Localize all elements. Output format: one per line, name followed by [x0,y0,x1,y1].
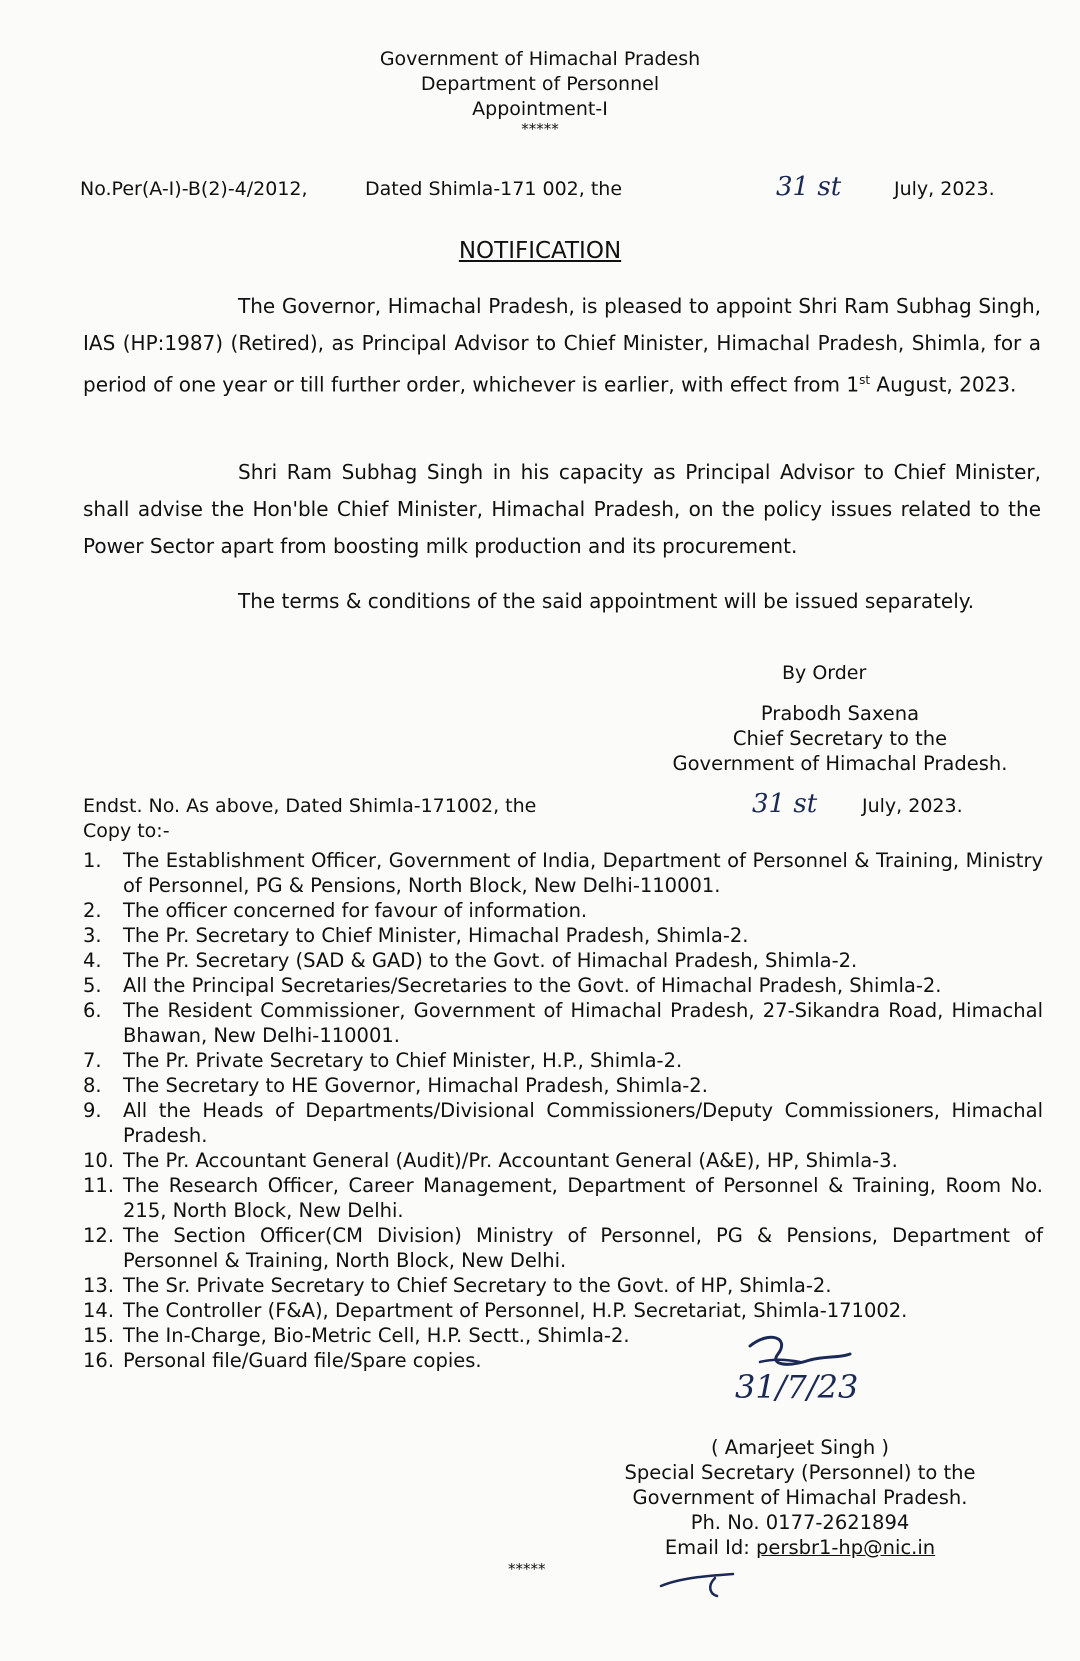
list-item-number: 15. [83,1324,115,1347]
list-item-text: The In-Charge, Bio-Metric Cell, H.P. Sectt., Shimla-2. [123,1324,630,1347]
signatory-email-line [570,1536,1030,1559]
list-item [83,1273,1043,1298]
list-item-text: All the Heads of Departments/Divisional Commissioners/Deputy Commissioners, Himachal Pradesh. [123,1099,1043,1147]
email-label: Email Id: [664,1536,750,1559]
order-signatory-designation2: Government of Himachal Pradesh. [672,752,1008,775]
header-government: Government of Himachal Pradesh [379,48,701,70]
copy-to-label: Copy to:- [83,820,170,842]
signatory-designation1: Special Secretary (Personnel) to the [624,1461,976,1484]
list-item-number: 7. [83,1049,102,1072]
list-item-text: The Section Officer(CM Division) Ministry of Personnel, PG & Pensions, Department of Personnel & Training, North Block, New Delhi. [123,1224,1043,1272]
list-item [83,1098,1043,1148]
signatory-designation2: Government of Himachal Pradesh. [632,1486,968,1509]
email-link[interactable]: persbr1-hp@nic.in [756,1536,936,1559]
list-item-number: 13. [83,1274,115,1297]
list-item-text: The Secretary to HE Governor, Himachal Pradesh, Shimla-2. [123,1074,708,1097]
list-item-number: 11. [83,1174,115,1197]
list-item [83,1048,1043,1073]
list-item-text: The Research Officer, Career Management, Department of Personnel & Training, Room No. 215, North Block, New Delhi. [123,1174,1043,1222]
paragraph-appointment-end: August, 2023. [870,372,1017,397]
list-item-number: 6. [83,999,102,1022]
by-order: By Order [782,662,867,684]
ref-month-year: July, 2023. [894,178,995,200]
paragraph-capacity-text: Shri Ram Subhag Singh in his capacity as Principal Advisor to Chief Minister, shall advise the Hon'ble Chief Minister, Himachal Pradesh, on the policy issues related to the Power Sector apart from boosting milk production and its procurement. [83,460,1041,558]
signatory-name: ( Amarjeet Singh ) [710,1436,890,1459]
list-item-number: 1. [83,849,102,872]
handwritten-initial [655,1566,750,1606]
paragraph-capacity [83,454,1041,565]
list-item-number: 8. [83,1074,102,1097]
list-item-number: 9. [83,1099,102,1122]
list-item-text: All the Principal Secretaries/Secretaries to the Govt. of Himachal Pradesh, Shimla-2. [123,974,942,997]
paragraph-terms-text: The terms & conditions of the said appointment will be issued separately. [238,589,975,613]
list-item [83,923,1043,948]
list-item-text: The Pr. Accountant General (Audit)/Pr. Accountant General (A&E), HP, Shimla-3. [123,1149,898,1172]
list-item-text: Personal file/Guard file/Spare copies. [123,1349,482,1372]
list-item-text: The Resident Commissioner, Government of Himachal Pradesh, 27-Sikandra Road, Himachal Bhawan, New Delhi-110001. [123,999,1043,1047]
endorsement-handwritten-day: 31 st [752,789,818,819]
endorsement-line: Endst. No. As above, Dated Shimla-171002, the [83,795,537,817]
list-item [83,1298,1043,1323]
footer-stars: ***** [508,1560,546,1578]
list-item [83,973,1043,998]
paragraph-terms [83,583,1041,620]
list-item-number: 12. [83,1224,115,1247]
list-item [83,1148,1043,1173]
list-item-number: 10. [83,1149,115,1172]
copy-to-list [83,848,1043,1373]
ref-number: No.Per(A-I)-B(2)-4/2012, [80,178,308,200]
list-item [83,1348,1043,1373]
handwritten-day: 31 st [776,172,842,202]
paragraph-appointment [83,288,1041,404]
header-stars: ***** [521,120,559,138]
list-item [83,998,1043,1048]
order-signatory-designation1: Chief Secretary to the [732,727,948,750]
list-item [83,948,1043,973]
list-item [83,1323,1043,1348]
handwritten-signature-date: 31/7/23 [735,1368,859,1406]
list-item [83,848,1043,898]
list-item-number: 5. [83,974,102,997]
list-item [83,1173,1043,1223]
superscript-st: st [859,373,871,387]
list-item-number: 2. [83,899,102,922]
endorsement-month-year: July, 2023. [862,795,963,817]
list-item-number: 16. [83,1349,115,1372]
list-item [83,1223,1043,1273]
list-item-text: The officer concerned for favour of information. [123,899,588,922]
list-item-text: The Sr. Private Secretary to Chief Secretary to the Govt. of HP, Shimla-2. [123,1274,832,1297]
notification-title: NOTIFICATION [458,238,622,264]
list-item-number: 4. [83,949,102,972]
list-item-number: 3. [83,924,102,947]
order-signatory-name: Prabodh Saxena [760,702,920,725]
header-section: Appointment-I [472,98,608,120]
list-item-text: The Pr. Private Secretary to Chief Minister, H.P., Shimla-2. [123,1049,683,1072]
list-item-text: The Pr. Secretary to Chief Minister, Himachal Pradesh, Shimla-2. [123,924,749,947]
paragraph-appointment-text: The Governor, Himachal Pradesh, is pleased to appoint Shri Ram Subhag Singh, IAS (HP:1987) (Retired), as Principal Advisor to Chief Minister, Himachal Pradesh, Shimla, for a period of one year or till further order, whichever is earlier, with effect from 1 [83,294,1041,397]
ref-dated: Dated Shimla-171 002, the [365,178,623,200]
list-item [83,1073,1043,1098]
list-item-text: The Controller (F&A), Department of Personnel, H.P. Secretariat, Shimla-171002. [123,1299,908,1322]
list-item [83,898,1043,923]
header-department: Department of Personnel [420,73,660,95]
list-item-text: The Establishment Officer, Government of India, Department of Personnel & Training, Ministry of Personnel, PG & Pensions, North Block, New Delhi-110001. [123,849,1043,897]
list-item-number: 14. [83,1299,115,1322]
signatory-phone: Ph. No. 0177-2621894 [690,1511,910,1534]
list-item-text: The Pr. Secretary (SAD & GAD) to the Govt. of Himachal Pradesh, Shimla-2. [123,949,858,972]
